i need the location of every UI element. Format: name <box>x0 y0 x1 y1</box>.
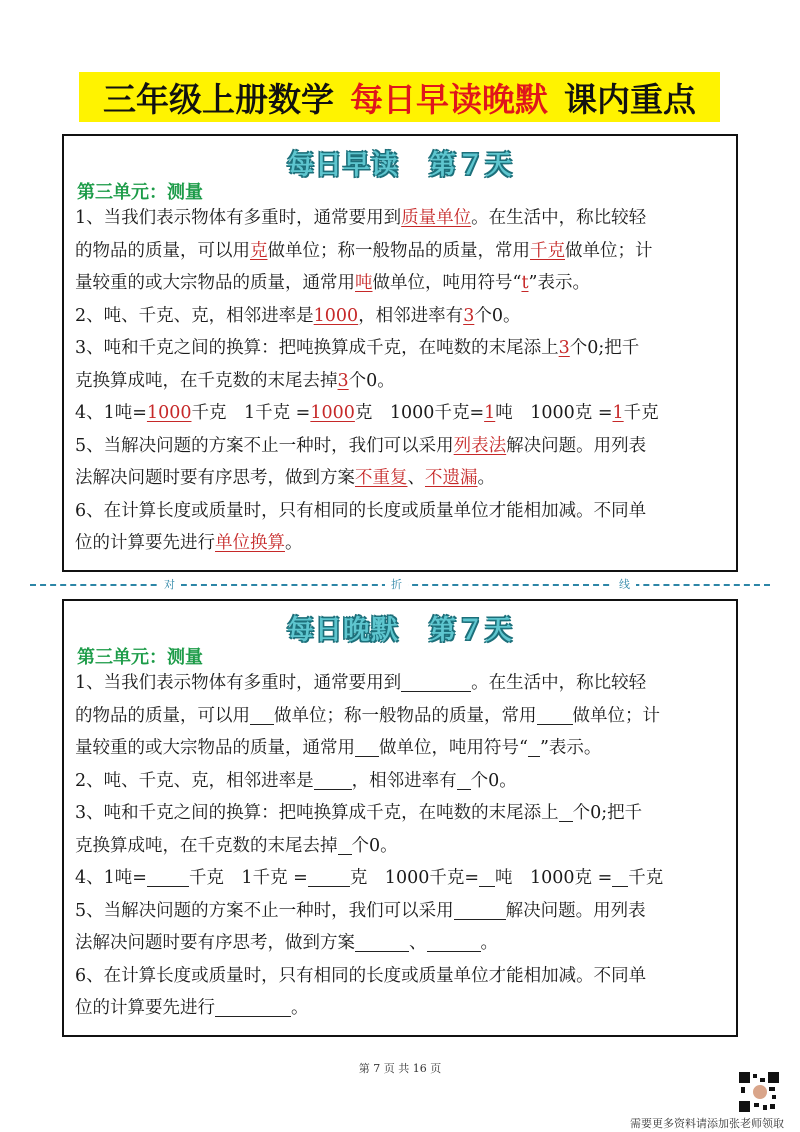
answer: 3 <box>463 305 475 326</box>
morning-line-8: 5、当解决问题的方案不止一种时，我们可以采用列表法解决问题。用列表 <box>75 435 647 456</box>
morning-line-4: 2、吨、千克、克，相邻进率是1000，相邻进率有3个0。 <box>75 305 521 326</box>
blank-field[interactable] <box>528 736 540 757</box>
morning-unit-heading: 第三单元：测量 <box>77 182 203 203</box>
answer: 1 <box>612 403 624 423</box>
answer: 不重复 <box>355 468 408 488</box>
evening-line-2: 的物品的质量，可以用 做单位；称一般物品的质量，常用 做单位；计 <box>75 705 660 726</box>
answer: 克 <box>250 240 268 261</box>
fold-label-2: 折 <box>385 576 408 592</box>
avatar-icon <box>752 1084 768 1100</box>
answer: 1000 <box>313 305 359 326</box>
evening-line-7: 4、1吨= 千克 1千克 = 克 1000千克= 吨 1000克 = 千克 <box>75 868 664 888</box>
evening-unit-heading: 第三单元：测量 <box>77 647 203 668</box>
morning-line-6: 克换算成吨，在千克数的末尾去掉3个0。 <box>75 370 395 391</box>
blank-field[interactable] <box>537 704 573 725</box>
answer: t <box>521 273 529 293</box>
blank-field[interactable] <box>401 671 471 692</box>
banner-series: 每日早读晚默 <box>350 79 548 119</box>
evening-line-9: 法解决问题时要有序思考，做到方案 、 。 <box>75 933 498 953</box>
answer: 3 <box>558 338 570 358</box>
promo-text: 需要更多资料请添加张老师领取 <box>630 1117 784 1130</box>
blank-field[interactable] <box>215 996 291 1017</box>
banner-topic: 课内重点 <box>564 79 696 119</box>
blank-field[interactable] <box>308 866 350 887</box>
evening-line-4: 2、吨、千克、克，相邻进率是 ，相邻进率有 个0。 <box>75 770 517 791</box>
answer: 单位换算 <box>215 533 285 553</box>
answer: 列表法 <box>453 435 507 456</box>
blank-field[interactable] <box>338 834 352 855</box>
evening-text <box>75 667 727 1025</box>
morning-reading-card <box>62 134 738 572</box>
fold-label-3: 线 <box>613 576 636 592</box>
answer: 1000 <box>310 403 355 423</box>
blank-field[interactable] <box>479 866 495 887</box>
blank-field[interactable] <box>612 866 628 887</box>
blank-field[interactable] <box>355 736 379 757</box>
morning-card-title: 每日早读 第７天 <box>287 150 513 181</box>
blank-field[interactable] <box>457 769 471 790</box>
blank-field[interactable] <box>250 704 274 725</box>
evening-line-1: 1、当我们表示物体有多重时，通常要用到 。在生活中，称比较轻 <box>75 673 647 693</box>
evening-line-8: 5、当解决问题的方案不止一种时，我们可以采用 解决问题。用列表 <box>75 900 646 921</box>
evening-dictation-card <box>62 599 738 1037</box>
blank-field[interactable] <box>454 899 506 920</box>
morning-line-11: 位的计算要先进行单位换算。 <box>75 533 303 553</box>
banner-grade: 三年级上册数学 <box>103 79 334 119</box>
morning-line-9: 法解决问题时要有序思考，做到方案不重复、不遗漏。 <box>75 468 495 488</box>
title-banner <box>79 72 720 122</box>
evening-line-5: 3、吨和千克之间的换算：把吨换算成千克，在吨数的末尾添上 个0;把千 <box>75 803 643 823</box>
evening-line-6: 克换算成吨，在千克数的末尾去掉 个0。 <box>75 835 398 856</box>
blank-field[interactable] <box>427 931 481 952</box>
answer: 千克 <box>530 240 565 261</box>
evening-card-title: 每日晚默 第７天 <box>287 615 513 646</box>
evening-line-3: 量较重的或大宗物品的质量，通常用 做单位，吨用符号“ ”表示。 <box>75 738 602 758</box>
morning-line-2: 的物品的质量，可以用克做单位；称一般物品的质量，常用千克做单位；计 <box>75 240 653 261</box>
evening-line-11: 位的计算要先进行 。 <box>75 998 309 1018</box>
blank-field[interactable] <box>314 769 352 790</box>
blank-field[interactable] <box>559 801 573 822</box>
answer: 吨 <box>355 273 373 293</box>
page-number: 第 7 页 共 16 页 <box>358 1062 442 1075</box>
fold-label-1: 对 <box>158 576 181 592</box>
answer: 3 <box>337 370 349 391</box>
morning-line-1: 1、当我们表示物体有多重时，通常要用到质量单位。在生活中，称比较轻 <box>75 208 647 228</box>
morning-text <box>75 202 727 560</box>
blank-field[interactable] <box>355 931 409 952</box>
answer: 1000 <box>146 403 192 423</box>
morning-line-7: 4、1吨=1000千克 1千克 =1000克 1000千克=1吨 1000克 =1千克 <box>75 403 659 423</box>
answer: 质量单位 <box>401 208 472 228</box>
answer: 1 <box>484 403 496 423</box>
morning-line-10: 6、在计算长度或质量时，只有相同的长度或质量单位才能相加减。不同单 <box>75 500 647 521</box>
answer: 不遗漏 <box>425 468 478 488</box>
blank-field[interactable] <box>147 866 189 887</box>
evening-line-10: 6、在计算长度或质量时，只有相同的长度或质量单位才能相加减。不同单 <box>75 965 647 986</box>
morning-line-3: 量较重的或大宗物品的质量，通常用吨做单位，吨用符号“t”表示。 <box>75 273 590 293</box>
morning-line-5: 3、吨和千克之间的换算：把吨换算成千克，在吨数的末尾添上3个0;把千 <box>75 338 640 358</box>
